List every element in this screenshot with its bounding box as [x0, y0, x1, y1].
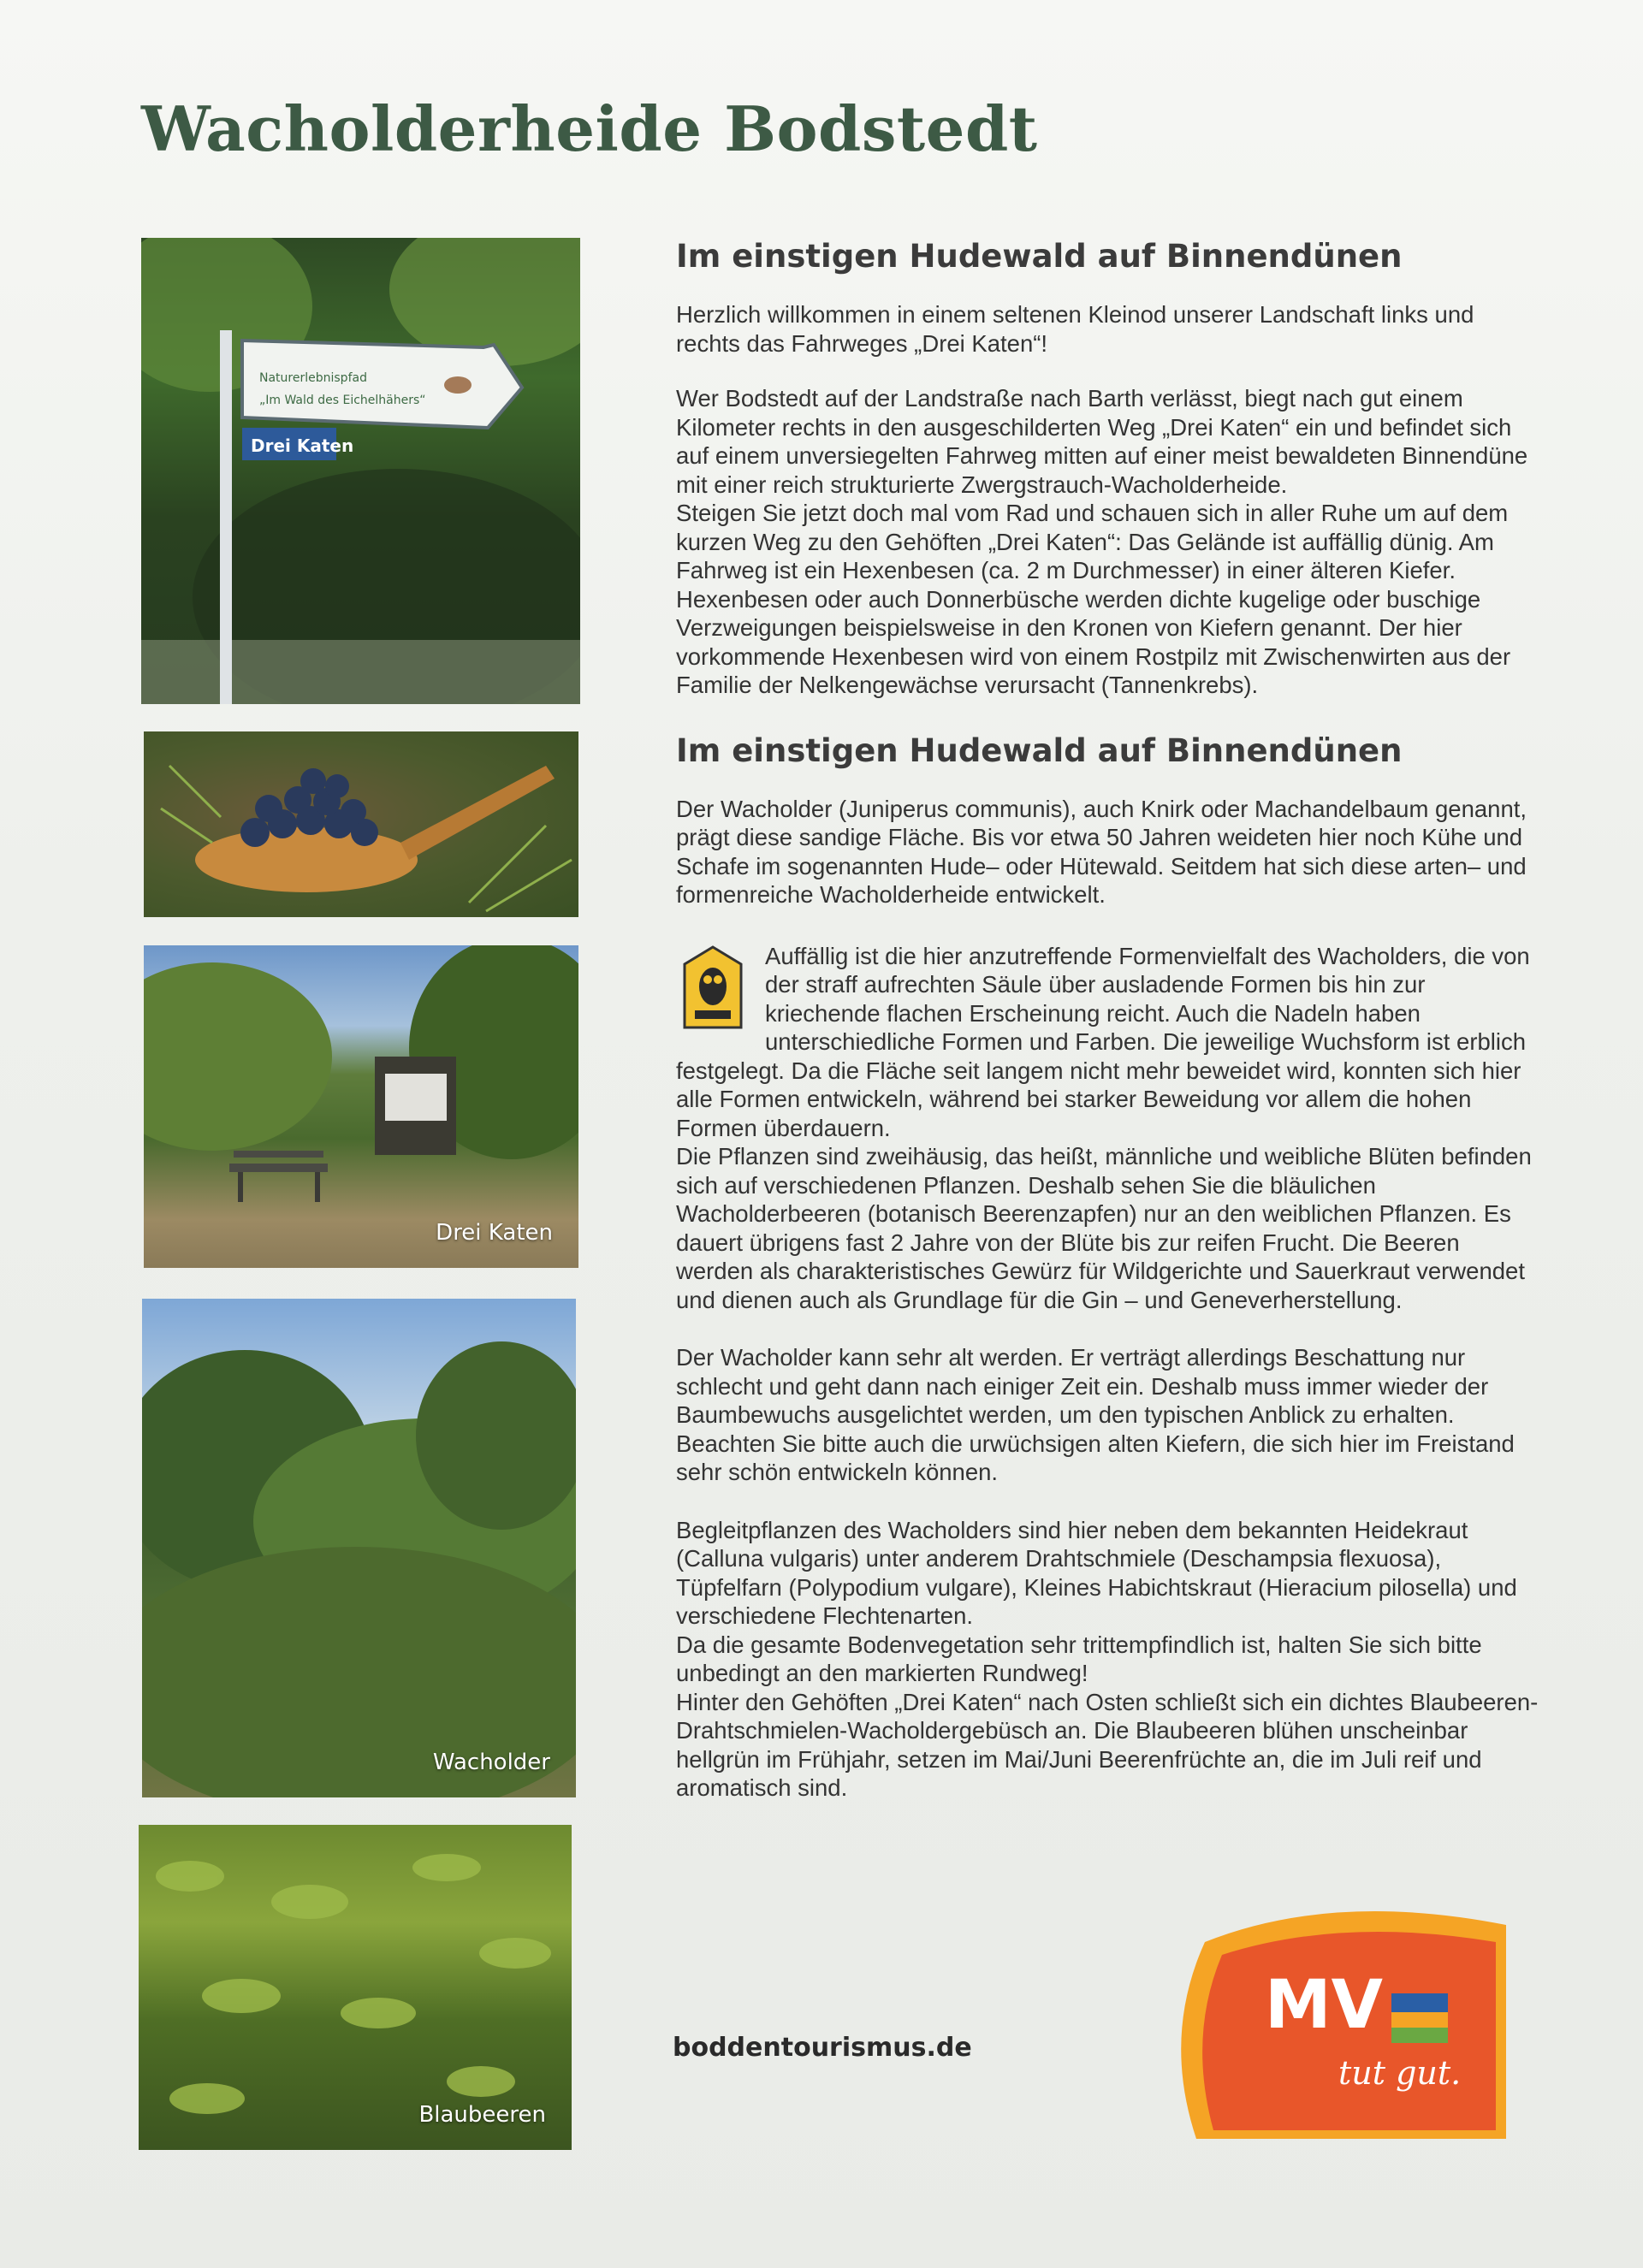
paragraph-formenvielfalt: Auffällig ist die hier anzutreffende Formenvielfalt des Wacholders, die von der straff aufrechten Säule über ausladende Formen bis hin zur kriechende flachen Erscheinung reicht. Auch die Nadeln haben unterschiedliche Formen und Farben. Die jeweilige Wuchsform ist erblich festgelegt. Da die Fläche seit langem nicht mehr beweidet wird, konnten sich hier alle Formen entwickeln, während bei starker Beweidung vor allem die hohen Formen überdauern.	[676, 942, 1530, 1141]
paragraph-directions: Wer Bodstedt auf der Landstraße nach Barth verlässt, biegt nach gut einem Kilometer rechts in den ausgeschilderten Weg „Drei Katen“ ein und befindet sich auf einem unversiegelten Fahrweg mitten auf einer meist bewaldeten Binnendüne mit einer reich strukturierte Zwergstrauch-Wacholderheide.	[676, 385, 1528, 498]
page-title: Wacholderheide Bodstedt	[141, 92, 1038, 165]
paragraph-rundweg: Da die gesamte Bodenvegetation sehr trittempfindlich ist, halten Sie sich bitte unbedingt an den markierten Rundweg!	[676, 1631, 1482, 1686]
photo-juniper-berries	[144, 731, 578, 917]
owl-paragraph-block	[676, 942, 1540, 1315]
caption-drei-katen: Drei Katen	[436, 1220, 553, 1246]
paragraph-blaubeeren: Hinter den Gehöften „Drei Katen“ nach Osten schließt sich ein dichtes Blaubeeren-Drahtschmielen-Wacholdergebüsch an. Die Blaubeeren blühen unscheinbar hellgrün im Frühjahr, setzen im Mai/Juni Beerenfrüchte an, die im Juli reif und aromatisch sind.	[676, 1688, 1539, 1801]
photo-signpost	[141, 238, 580, 704]
section-heading-1: Im einstigen Hudewald auf Binnendünen	[676, 238, 1403, 275]
website-link[interactable]: boddentourismus.de	[673, 2033, 972, 2063]
paragraph-pflanzen: Die Pflanzen sind zweihäusig, das heißt, männliche und weibliche Blüten befinden sich auf verschiedenen Pflanzen. Deshalb sehen Sie die bläulichen Wacholderbeeren (botanisch Beerenzapfen) nur an den weiblichen Pflanzen. Es dauert übrigens fast 2 Jahre von der Blüte bis zur reifen Frucht. Die Beeren werden als charakteristisches Gewürz für Wildgerichte und Sauerkraut verwendet und dienen auch als Grundlage für die Gin – und Geneverherstellung.	[676, 1143, 1532, 1313]
paragraph-alter: Der Wacholder kann sehr alt werden. Er verträgt allerdings Beschattung nur schlecht und geht dann nach einiger Zeit ein. Deshalb muss immer wieder der Baumbewuchs ausgelichtet werden, um den typischen Anblick zu erhalten. Beachten Sie bitte auch die urwüchsigen alten Kiefern, die sich hier im Freistand sehr schön entwickeln können.	[676, 1344, 1515, 1485]
photo-drei-katen	[144, 945, 578, 1268]
paragraph-begleitpflanzen: Begleitpflanzen des Wacholders sind hier neben dem bekannten Heidekraut (Calluna vulgaris) unter anderem Drahtschmiele (Deschampsia flexuosa), Tüpfelfarn (Polypodium vulgare), Kleines Habichtskraut (Hieracium pilosella) und verschiedene Flechtenarten.	[676, 1516, 1517, 1629]
main-text-column	[676, 238, 1540, 1803]
paragraph-hexenbesen: Steigen Sie jetzt doch mal vom Rad und schauen sich in aller Ruhe um auf dem kurzen Weg zu den Gehöften „Drei Katen“: Das Gelände ist auffällig dünig. Am Fahrweg ist ein Hexenbesen (ca. 2 m Durchmesser) in einer älteren Kiefer. Hexenbesen oder auch Donnerbüsche werden dichte kugelige oder buschige Verzweigungen beispielsweise in den Kronen von Kiefern genannt. Der hier vorkommende Hexenbesen wird von einem Rostpilz mit Zwischenwirten aus der Familie der Nelkengewächse verursacht (Tannenkrebs).	[676, 500, 1511, 698]
mv-tut-gut-logo	[1171, 1908, 1506, 2139]
logo-mv-text: MV	[1265, 1967, 1383, 2044]
sign-line-2: „Im Wald des Eichelhähers“	[259, 394, 426, 407]
caption-blaubeeren: Blaubeeren	[418, 2102, 546, 2128]
bird-icon	[444, 376, 472, 394]
paragraph-welcome: Herzlich willkommen in einem seltenen Kleinod unserer Landschaft links und rechts das Fahrweges „Drei Katen“!	[676, 301, 1474, 357]
photo-wacholder	[142, 1299, 576, 1797]
sign-line-1: Naturerlebnispfad	[259, 371, 367, 385]
sign-street-name: Drei Katen	[251, 435, 354, 456]
owl-icon	[683, 945, 743, 1031]
paragraph-wacholder-intro: Der Wacholder (Juniperus communis), auch Knirk oder Machandelbaum genannt, prägt diese sandige Fläche. Bis vor etwa 50 Jahren weideten hier noch Kühe und Schafe im sogenannten Hude– oder Hütewald. Seitdem hat sich diese arten– und formenreiche Wacholderheide entwickelt.	[676, 795, 1527, 908]
photo-blaubeeren	[139, 1825, 572, 2150]
logo-tagline: tut gut.	[1338, 2054, 1462, 2092]
section-heading-2: Im einstigen Hudewald auf Binnendünen	[676, 731, 1403, 769]
caption-wacholder: Wacholder	[432, 1750, 550, 1775]
